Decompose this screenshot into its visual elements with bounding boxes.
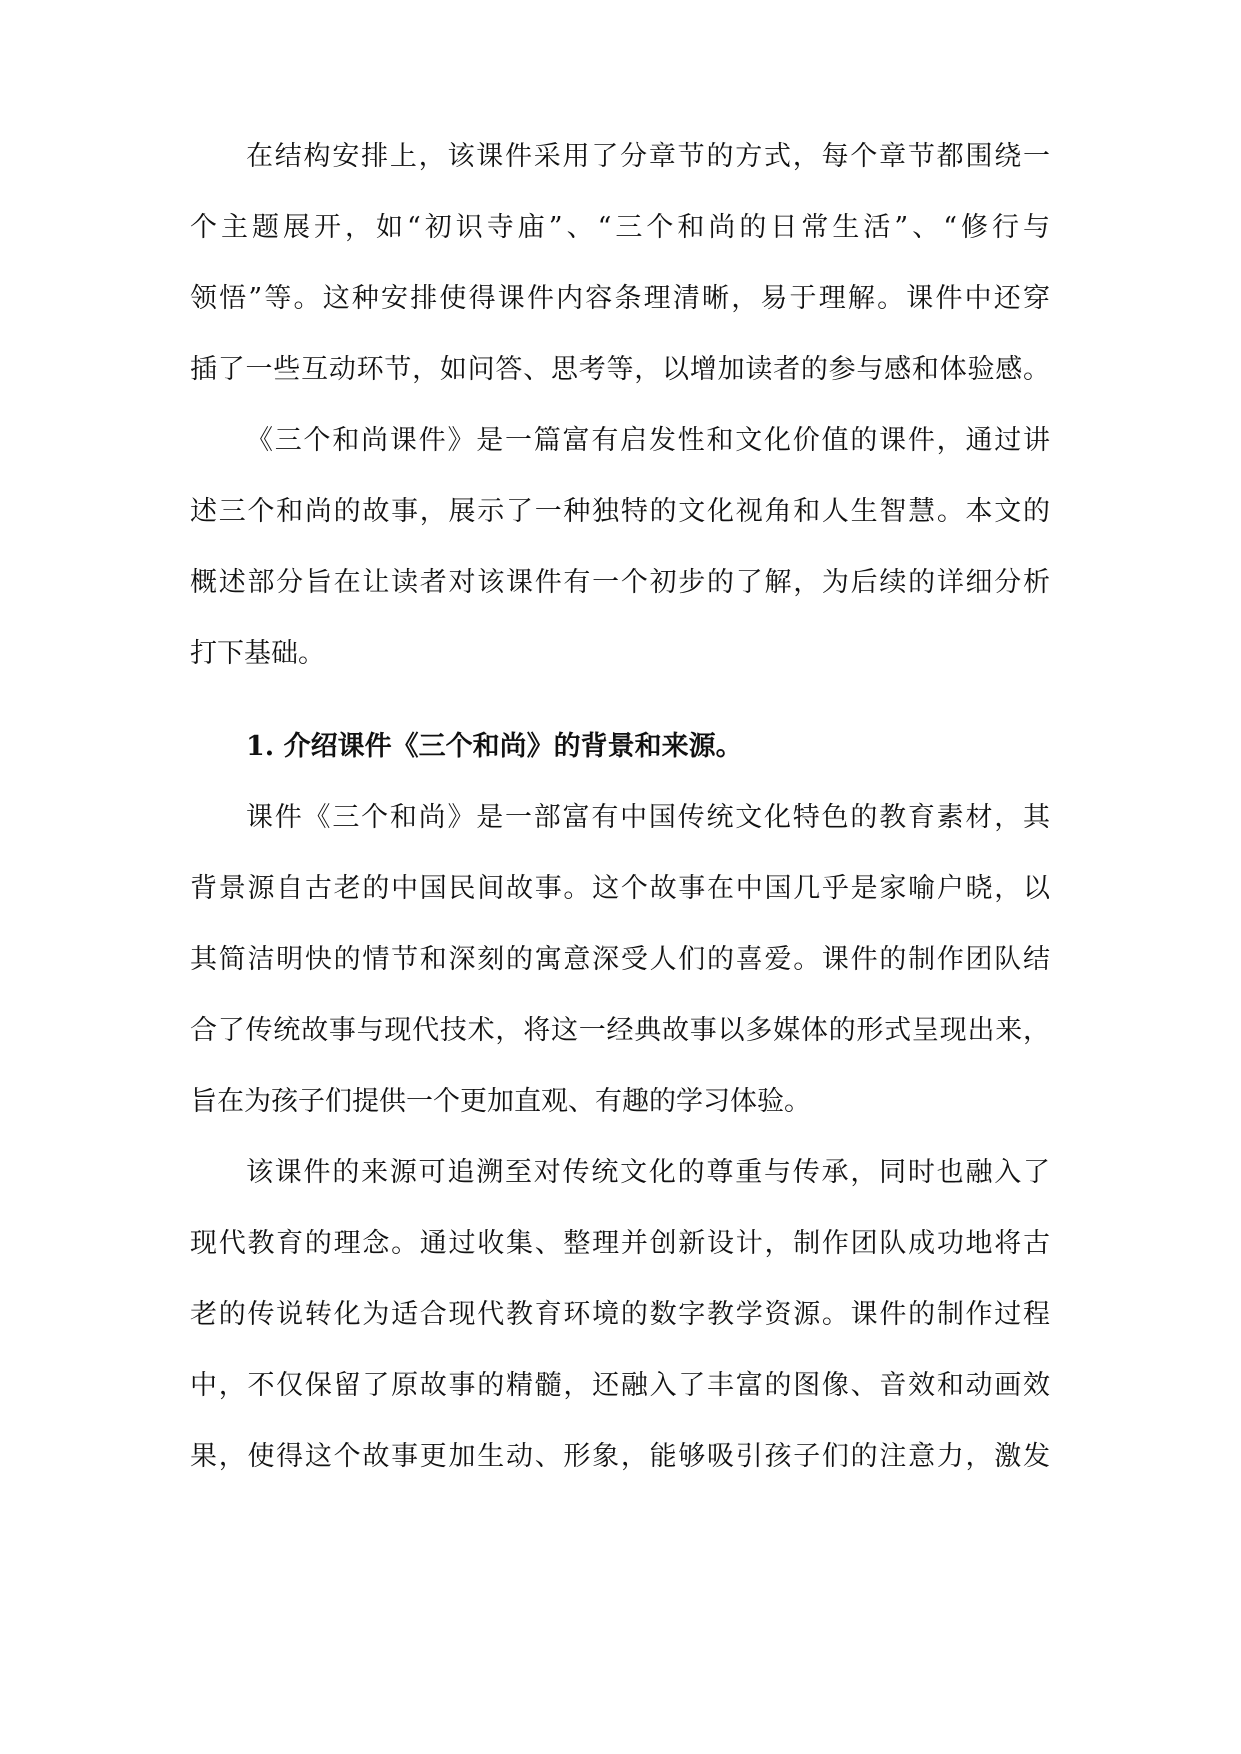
paragraph-3-line-3: 其简洁明快的情节和深刻的寓意深受人们的喜爱。课件的制作团队结 xyxy=(190,944,1050,975)
paragraph-2-line-1: 《三个和尚课件》是一篇富有启发性和文化价值的课件，通过讲 xyxy=(246,425,1050,456)
paragraph-3-line-5: 旨在为孩子们提供一个更加直观、有趣的学习体验。 xyxy=(190,1086,811,1117)
section-heading: 1. 介绍课件《三个和尚》的背景和来源。 xyxy=(246,731,743,762)
paragraph-4-line-3: 老的传说转化为适合现代教育环境的数字教学资源。课件的制作过程 xyxy=(190,1299,1050,1330)
paragraph-4-line-4: 中，不仅保留了原故事的精髓，还融入了丰富的图像、音效和动画效 xyxy=(190,1370,1050,1401)
paragraph-2-line-4: 打下基础。 xyxy=(190,638,325,669)
paragraph-4-line-5: 果，使得这个故事更加生动、形象，能够吸引孩子们的注意力，激发 xyxy=(190,1441,1050,1472)
paragraph-3-line-2: 背景源自古老的中国民间故事。这个故事在中国几乎是家喻户晓，以 xyxy=(190,873,1050,904)
paragraph-3-line-1: 课件《三个和尚》是一部富有中国传统文化特色的教育素材，其 xyxy=(246,802,1050,833)
paragraph-2-line-3: 概述部分旨在让读者对该课件有一个初步的了解，为后续的详细分析 xyxy=(190,567,1050,598)
paragraph-1-line-3: 领悟”等。这种安排使得课件内容条理清晰，易于理解。课件中还穿 xyxy=(190,283,1050,314)
paragraph-4-line-1: 该课件的来源可追溯至对传统文化的尊重与传承，同时也融入了 xyxy=(246,1157,1050,1188)
paragraph-4-line-2: 现代教育的理念。通过收集、整理并创新设计，制作团队成功地将古 xyxy=(190,1228,1050,1259)
paragraph-1-line-2: 个主题展开，如“初识寺庙”、“三个和尚的日常生活”、“修行与 xyxy=(190,212,1050,243)
paragraph-3-line-4: 合了传统故事与现代技术，将这一经典故事以多媒体的形式呈现出来， xyxy=(190,1015,1050,1046)
paragraph-1-line-4: 插了一些互动环节，如问答、思考等，以增加读者的参与感和体验感。 xyxy=(190,354,1050,385)
paragraph-1-line-1: 在结构安排上，该课件采用了分章节的方式，每个章节都围绕一 xyxy=(246,141,1050,172)
paragraph-2-line-2: 述三个和尚的故事，展示了一种独特的文化视角和人生智慧。本文的 xyxy=(190,496,1050,527)
